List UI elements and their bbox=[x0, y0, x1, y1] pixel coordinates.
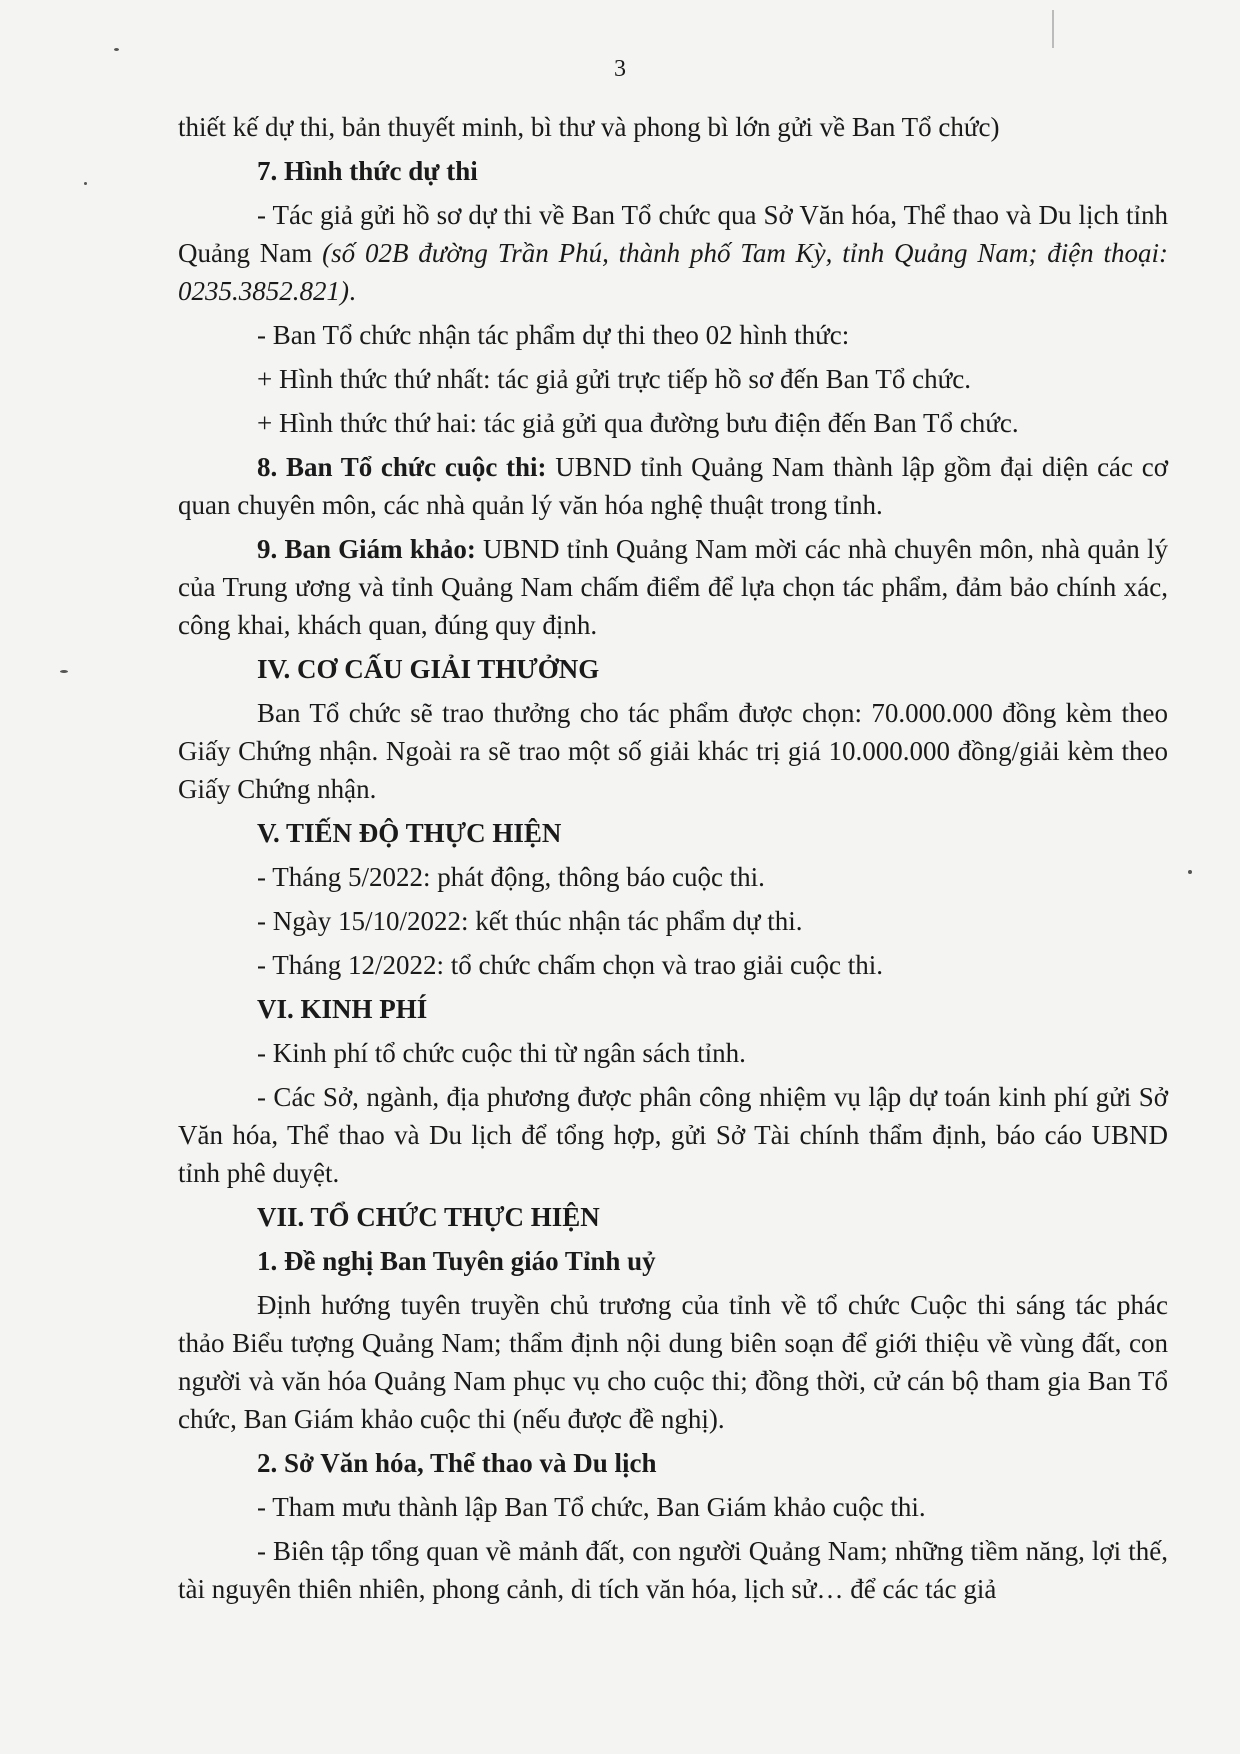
section-vi-heading: VI. KINH PHÍ bbox=[257, 994, 428, 1024]
section-7-heading: 7. Hình thức dự thi bbox=[257, 156, 478, 186]
section-vii-heading: VII. TỔ CHỨC THỰC HIỆN bbox=[257, 1202, 600, 1232]
page-number: 3 bbox=[614, 56, 626, 82]
paragraph: Ban Tổ chức sẽ trao thưởng cho tác phẩm được chọn: 70.000.000 đồng kèm theo Giấy Chứng nhận. Ngoài ra sẽ trao một số giải khác trị giá 10.000.000 đồng/giải kèm theo Giấy Chứng nhận. bbox=[178, 698, 1168, 804]
paragraph: - Ngày 15/10/2022: kết thúc nhận tác phẩm dự thi. bbox=[257, 906, 803, 936]
text-run: - Tác giả gửi hồ sơ dự thi về Ban Tổ chức qua Sở Văn hóa, Thể thao và Du lịch tỉnh Quảng Nam bbox=[178, 200, 1168, 268]
text-run: UBND tỉnh Quảng Nam mời các nhà chuyên môn, nhà quản lý của Trung ương và tỉnh Quảng Nam chấm điểm để lựa chọn tác phẩm, đảm bảo chính xác, công khai, khách quan, đúng quy định. bbox=[178, 534, 1168, 640]
paragraph bbox=[178, 530, 1168, 644]
scan-speck bbox=[114, 48, 119, 51]
section-iv-heading: IV. CƠ CẤU GIẢI THƯỞNG bbox=[257, 654, 600, 684]
paragraph: - Kinh phí tổ chức cuộc thi từ ngân sách tỉnh. bbox=[257, 1038, 746, 1068]
paragraph: - Tháng 5/2022: phát động, thông báo cuộc thi. bbox=[257, 862, 765, 892]
subsection-1-heading: 1. Đề nghị Ban Tuyên giáo Tỉnh uỷ bbox=[257, 1246, 656, 1276]
paragraph bbox=[178, 196, 1168, 310]
paragraph: Định hướng tuyên truyền chủ trương của tỉnh về tổ chức Cuộc thi sáng tác phác thảo Biểu tượng Quảng Nam; thẩm định nội dung biên soạn để giới thiệu về vùng đất, con người và văn hóa Quảng Nam phục vụ cho cuộc thi; đồng thời, cử cán bộ tham gia Ban Tổ chức, Ban Giám khảo cuộc thi (nếu được đề nghị). bbox=[178, 1290, 1168, 1434]
paragraph bbox=[178, 448, 1168, 524]
paragraph: - Tháng 12/2022: tổ chức chấm chọn và trao giải cuộc thi. bbox=[257, 950, 883, 980]
section-v-heading: V. TIẾN ĐỘ THỰC HIỆN bbox=[257, 818, 562, 848]
subsection-2-heading: 2. Sở Văn hóa, Thể thao và Du lịch bbox=[257, 1448, 657, 1478]
scan-mark bbox=[1052, 10, 1054, 48]
address-italic: (số 02B đường Trần Phú, thành phố Tam Kỳ, tỉnh Quảng Nam; điện thoại: 0235.3852.821) bbox=[178, 238, 1168, 306]
scan-speck bbox=[60, 670, 68, 673]
paragraph: + Hình thức thứ hai: tác giả gửi qua đường bưu điện đến Ban Tổ chức. bbox=[257, 408, 1019, 438]
paragraph: thiết kế dự thi, bản thuyết minh, bì thư và phong bì lớn gửi về Ban Tổ chức) bbox=[178, 112, 1000, 142]
paragraph: - Ban Tổ chức nhận tác phẩm dự thi theo 02 hình thức: bbox=[257, 320, 850, 350]
scan-speck bbox=[1188, 870, 1192, 874]
section-8-label: 8. Ban Tổ chức cuộc thi: bbox=[257, 452, 547, 482]
text-run: UBND tỉnh Quảng Nam thành lập gồm đại diện các cơ quan chuyên môn, các nhà quản lý văn hóa nghệ thuật trong tỉnh. bbox=[178, 452, 1168, 520]
paragraph: - Biên tập tổng quan về mảnh đất, con người Quảng Nam; những tiềm năng, lợi thế, tài nguyên thiên nhiên, phong cảnh, di tích văn hóa, lịch sử… để các tác giả bbox=[178, 1536, 1168, 1604]
document-body bbox=[178, 108, 1168, 1608]
scan-speck bbox=[84, 182, 87, 185]
text-run: . bbox=[349, 276, 356, 306]
paragraph: + Hình thức thứ nhất: tác giả gửi trực tiếp hồ sơ đến Ban Tổ chức. bbox=[257, 364, 972, 394]
section-9-label: 9. Ban Giám khảo: bbox=[257, 534, 476, 564]
paragraph: - Các Sở, ngành, địa phương được phân công nhiệm vụ lập dự toán kinh phí gửi Sở Văn hóa, Thể thao và Du lịch để tổng hợp, gửi Sở Tài chính thẩm định, báo cáo UBND tỉnh phê duyệt. bbox=[178, 1082, 1168, 1188]
paragraph: - Tham mưu thành lập Ban Tổ chức, Ban Giám khảo cuộc thi. bbox=[257, 1492, 926, 1522]
